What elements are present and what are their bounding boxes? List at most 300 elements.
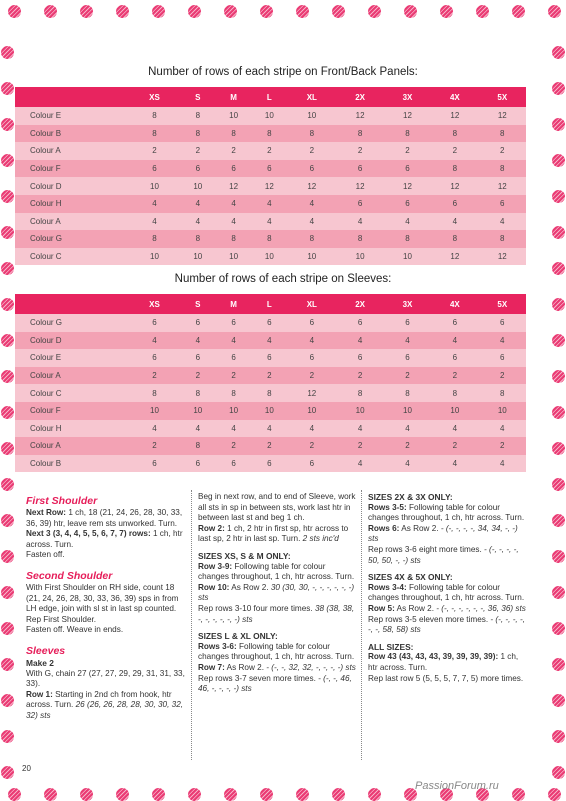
instructions-column-3 bbox=[368, 492, 528, 684]
row-count-cell: 8 bbox=[180, 437, 216, 455]
page-number: 20 bbox=[22, 764, 31, 773]
yarn-ball-icon bbox=[296, 5, 309, 18]
table-row bbox=[15, 349, 526, 367]
header-cell-size: XL bbox=[287, 294, 336, 314]
yarn-ball-icon bbox=[552, 550, 565, 563]
row-count-cell: 2 bbox=[251, 437, 287, 455]
instruction-text: Rep rows 3-7 seven more times. bbox=[198, 673, 316, 683]
row-count-cell: 10 bbox=[384, 248, 431, 266]
instruction-text: 1 ch, htr across. Turn. bbox=[368, 652, 519, 672]
header-cell-size: M bbox=[216, 87, 252, 107]
yarn-ball-icon bbox=[552, 622, 565, 635]
sizes-heading: SIZES XS, S & M ONLY: bbox=[198, 550, 291, 561]
sleeves-stripe-table bbox=[15, 294, 526, 472]
instruction-text: Rep rows 3-10 four more times. bbox=[198, 603, 313, 613]
row-count-cell: 6 bbox=[129, 455, 180, 473]
row-count-cell: 4 bbox=[180, 332, 216, 350]
row-count-cell: 4 bbox=[336, 213, 383, 231]
yarn-ball-icon bbox=[552, 334, 565, 347]
row-count-cell: 6 bbox=[287, 160, 336, 178]
instruction-text: Following table for colour changes throughout, 1 ch, htr across. Turn. bbox=[368, 502, 525, 523]
instructions-column-1 bbox=[26, 492, 188, 722]
row-count-cell: 2 bbox=[431, 437, 478, 455]
row-count-cell: 2 bbox=[431, 367, 478, 385]
yarn-ball-icon bbox=[260, 788, 273, 801]
instruction-text: Fasten off. Weave in ends. bbox=[26, 625, 124, 635]
table-row bbox=[15, 107, 526, 125]
instruction-text: As Row 2. bbox=[226, 662, 264, 672]
yarn-ball-icon bbox=[260, 5, 273, 18]
stitch-count: - (-, -, 32, 32, -, -, -, -) sts bbox=[266, 662, 356, 672]
row-count-cell: 8 bbox=[251, 384, 287, 402]
row-label: Row 2: bbox=[198, 523, 225, 533]
colour-label-cell: Colour D bbox=[15, 177, 129, 195]
sleeves-heading: Sleeves bbox=[26, 644, 66, 657]
table-row bbox=[15, 177, 526, 195]
yarn-ball-icon bbox=[552, 298, 565, 311]
header-cell-size: 2X bbox=[336, 87, 383, 107]
row-count-cell: 10 bbox=[479, 402, 526, 420]
row-label: Next 3 (3, 4, 4, 5, 5, 6, 7, 7) rows: bbox=[26, 529, 151, 539]
row-count-cell: 10 bbox=[287, 402, 336, 420]
row-count-cell: 6 bbox=[180, 160, 216, 178]
instruction-text: Following table for colour changes throughout, 1 ch, htr across. Turn. bbox=[368, 582, 525, 603]
front-back-table-title: Number of rows of each stripe on Front/Back Panels: bbox=[148, 66, 418, 78]
row-count-cell: 6 bbox=[384, 160, 431, 178]
row-count-cell: 2 bbox=[129, 437, 180, 455]
yarn-ball-icon bbox=[1, 658, 14, 671]
header-cell-size: 4X bbox=[431, 87, 478, 107]
sizes-heading: ALL SIZES: bbox=[368, 641, 414, 652]
row-count-cell: 12 bbox=[251, 177, 287, 195]
table-row bbox=[15, 455, 526, 473]
header-cell-size: L bbox=[251, 87, 287, 107]
row-count-cell: 6 bbox=[431, 195, 478, 213]
row-count-cell: 10 bbox=[129, 402, 180, 420]
row-count-cell: 8 bbox=[251, 125, 287, 143]
row-count-cell: 6 bbox=[287, 455, 336, 473]
colour-label-cell: Colour F bbox=[15, 402, 129, 420]
row-count-cell: 4 bbox=[431, 332, 478, 350]
row-count-cell: 8 bbox=[336, 230, 383, 248]
yarn-ball-icon bbox=[1, 514, 14, 527]
front-back-stripe-table bbox=[15, 87, 526, 265]
row-label: Rows 6: bbox=[368, 523, 400, 533]
yarn-ball-icon bbox=[1, 550, 14, 563]
row-count-cell: 8 bbox=[180, 107, 216, 125]
row-count-cell: 4 bbox=[129, 420, 180, 438]
row-count-cell: 2 bbox=[384, 437, 431, 455]
row-count-cell: 12 bbox=[384, 107, 431, 125]
row-count-cell: 8 bbox=[216, 125, 252, 143]
instruction-text: Following table for colour changes throughout, 1 ch, htr across. Turn. bbox=[198, 641, 355, 662]
row-count-cell: 4 bbox=[251, 332, 287, 350]
row-count-cell: 4 bbox=[479, 213, 526, 231]
instruction-text: With First Shoulder on RH side, count 18 (21, 24, 26, 28, 30, 33, 36, 39) sps in from LH edge, join with sl st in last sp counted. bbox=[26, 582, 179, 614]
yarn-ball-icon bbox=[80, 788, 93, 801]
header-cell-size: 2X bbox=[336, 294, 383, 314]
row-count-cell: 12 bbox=[287, 177, 336, 195]
row-count-cell: 2 bbox=[336, 142, 383, 160]
instruction-text: Rep last row 5 (5, 5, 5, 7, 7, 5) more times. bbox=[368, 673, 524, 683]
row-count-cell: 2 bbox=[479, 437, 526, 455]
yarn-ball-icon bbox=[552, 82, 565, 95]
stitch-count: 38 (38, 38, -, -, -, -, -, -) sts bbox=[198, 603, 355, 624]
yarn-ball-icon bbox=[1, 298, 14, 311]
row-count-cell: 10 bbox=[180, 177, 216, 195]
yarn-ball-icon bbox=[552, 730, 565, 743]
yarn-ball-icon bbox=[224, 5, 237, 18]
sizes-heading: SIZES 2X & 3X ONLY: bbox=[368, 492, 453, 502]
row-label: Row 5: bbox=[368, 603, 395, 613]
yarn-ball-icon bbox=[1, 118, 14, 131]
yarn-ball-icon bbox=[552, 442, 565, 455]
second-shoulder-heading: Second Shoulder bbox=[26, 569, 113, 582]
yarn-ball-icon bbox=[368, 788, 381, 801]
yarn-ball-icon bbox=[152, 5, 165, 18]
instruction-text: As Row 2. bbox=[401, 523, 439, 533]
stitch-count: 26 (26, 26, 28, 28, 30, 30, 32, 32) sts bbox=[26, 700, 184, 720]
yarn-ball-icon bbox=[512, 5, 525, 18]
yarn-ball-icon bbox=[224, 788, 237, 801]
row-label: Row 43 (43, 43, 43, 39, 39, 39, 39): bbox=[368, 652, 499, 662]
row-count-cell: 2 bbox=[336, 437, 383, 455]
header-cell-size: 3X bbox=[384, 294, 431, 314]
row-count-cell: 4 bbox=[384, 455, 431, 473]
stitch-count: - (-, -, 46, 46, -, -, -, -) sts bbox=[198, 673, 352, 694]
row-count-cell: 2 bbox=[479, 367, 526, 385]
row-count-cell: 2 bbox=[251, 367, 287, 385]
row-count-cell: 4 bbox=[216, 213, 252, 231]
row-count-cell: 2 bbox=[336, 367, 383, 385]
header-cell-size: S bbox=[180, 87, 216, 107]
row-count-cell: 4 bbox=[129, 332, 180, 350]
row-count-cell: 6 bbox=[479, 195, 526, 213]
row-count-cell: 6 bbox=[384, 314, 431, 332]
row-count-cell: 12 bbox=[431, 248, 478, 266]
row-count-cell: 4 bbox=[336, 455, 383, 473]
row-count-cell: 12 bbox=[384, 177, 431, 195]
row-count-cell: 2 bbox=[287, 142, 336, 160]
column-divider bbox=[191, 490, 192, 760]
instruction-text: As Row 2. bbox=[396, 603, 434, 613]
row-count-cell: 4 bbox=[216, 420, 252, 438]
row-label: Next Row: bbox=[26, 508, 67, 517]
yarn-ball-icon bbox=[1, 478, 14, 491]
row-count-cell: 8 bbox=[384, 230, 431, 248]
header-cell-size: 5X bbox=[479, 87, 526, 107]
yarn-ball-icon bbox=[188, 788, 201, 801]
yarn-ball-icon bbox=[552, 658, 565, 671]
header-cell-blank bbox=[15, 294, 129, 314]
row-count-cell: 8 bbox=[287, 230, 336, 248]
row-count-cell: 6 bbox=[479, 314, 526, 332]
yarn-ball-icon bbox=[8, 5, 21, 18]
yarn-ball-icon bbox=[552, 766, 565, 779]
colour-label-cell: Colour A bbox=[15, 213, 129, 231]
row-label: Rows 3-5: bbox=[368, 502, 407, 512]
row-count-cell: 2 bbox=[384, 142, 431, 160]
colour-label-cell: Colour H bbox=[15, 420, 129, 438]
colour-label-cell: Colour A bbox=[15, 142, 129, 160]
yarn-ball-icon bbox=[1, 226, 14, 239]
row-count-cell: 6 bbox=[129, 314, 180, 332]
table-row bbox=[15, 367, 526, 385]
row-count-cell: 10 bbox=[180, 402, 216, 420]
yarn-ball-icon bbox=[552, 46, 565, 59]
row-count-cell: 6 bbox=[336, 195, 383, 213]
sizes-heading: SIZES 4X & 5X ONLY: bbox=[368, 572, 453, 583]
row-count-cell: 4 bbox=[129, 213, 180, 231]
instruction-text: Beg in next row, and to end of Sleeve, work all sts in sp in between sts, work last htr in between last st and beg 1 ch. bbox=[198, 492, 356, 523]
row-count-cell: 8 bbox=[287, 125, 336, 143]
row-count-cell: 10 bbox=[336, 248, 383, 266]
row-count-cell: 2 bbox=[479, 142, 526, 160]
header-cell-size: L bbox=[251, 294, 287, 314]
row-label: Row 1: bbox=[26, 689, 53, 699]
stitch-count: - (-, -, -, -, 50, 50, -, -) sts bbox=[368, 544, 519, 565]
row-label: Row 3-9: bbox=[198, 561, 233, 571]
row-count-cell: 6 bbox=[251, 455, 287, 473]
table-row bbox=[15, 125, 526, 143]
row-count-cell: 6 bbox=[129, 160, 180, 178]
row-count-cell: 8 bbox=[479, 230, 526, 248]
colour-label-cell: Colour A bbox=[15, 367, 129, 385]
header-cell-size: 4X bbox=[431, 294, 478, 314]
table-row bbox=[15, 248, 526, 266]
row-count-cell: 10 bbox=[216, 402, 252, 420]
row-count-cell: 8 bbox=[251, 230, 287, 248]
yarn-ball-icon bbox=[1, 730, 14, 743]
row-count-cell: 10 bbox=[180, 248, 216, 266]
yarn-ball-icon bbox=[512, 788, 525, 801]
row-count-cell: 8 bbox=[336, 125, 383, 143]
yarn-ball-icon bbox=[552, 406, 565, 419]
row-count-cell: 6 bbox=[336, 349, 383, 367]
row-count-cell: 6 bbox=[384, 349, 431, 367]
instruction-text: As Row 2. bbox=[231, 582, 269, 592]
row-count-cell: 2 bbox=[287, 437, 336, 455]
row-count-cell: 8 bbox=[180, 230, 216, 248]
row-count-cell: 10 bbox=[129, 177, 180, 195]
yarn-ball-icon bbox=[548, 788, 561, 801]
yarn-ball-icon bbox=[44, 788, 57, 801]
table-row bbox=[15, 142, 526, 160]
row-count-cell: 12 bbox=[479, 107, 526, 125]
colour-label-cell: Colour H bbox=[15, 195, 129, 213]
table-row bbox=[15, 384, 526, 402]
colour-label-cell: Colour D bbox=[15, 332, 129, 350]
row-count-cell: 4 bbox=[287, 195, 336, 213]
yarn-ball-icon bbox=[1, 190, 14, 203]
yarn-ball-icon bbox=[1, 370, 14, 383]
row-count-cell: 4 bbox=[216, 332, 252, 350]
row-count-cell: 6 bbox=[336, 314, 383, 332]
yarn-ball-icon bbox=[1, 442, 14, 455]
row-count-cell: 2 bbox=[384, 367, 431, 385]
yarn-ball-icon bbox=[476, 5, 489, 18]
row-count-cell: 2 bbox=[129, 367, 180, 385]
watermark: PassionForum.ru bbox=[415, 780, 499, 792]
row-label: Rows 3-4: bbox=[368, 582, 407, 592]
row-count-cell: 8 bbox=[384, 384, 431, 402]
instruction-text: Fasten off. bbox=[26, 550, 65, 560]
table-row bbox=[15, 402, 526, 420]
colour-label-cell: Colour G bbox=[15, 314, 129, 332]
yarn-ball-icon bbox=[440, 5, 453, 18]
yarn-ball-icon bbox=[152, 788, 165, 801]
row-label: Row 10: bbox=[198, 582, 230, 592]
row-count-cell: 10 bbox=[384, 402, 431, 420]
row-count-cell: 4 bbox=[431, 420, 478, 438]
row-count-cell: 4 bbox=[479, 420, 526, 438]
row-count-cell: 4 bbox=[384, 420, 431, 438]
row-count-cell: 6 bbox=[216, 455, 252, 473]
row-count-cell: 8 bbox=[180, 125, 216, 143]
yarn-ball-icon bbox=[1, 694, 14, 707]
row-label: Row 7: bbox=[198, 662, 225, 672]
row-count-cell: 2 bbox=[216, 142, 252, 160]
yarn-ball-icon bbox=[404, 5, 417, 18]
row-count-cell: 6 bbox=[431, 349, 478, 367]
row-count-cell: 2 bbox=[180, 142, 216, 160]
yarn-ball-icon bbox=[552, 478, 565, 491]
row-count-cell: 12 bbox=[431, 177, 478, 195]
table-row bbox=[15, 160, 526, 178]
row-count-cell: 4 bbox=[251, 195, 287, 213]
row-count-cell: 8 bbox=[129, 384, 180, 402]
row-count-cell: 2 bbox=[129, 142, 180, 160]
stitch-count: 2 sts inc'd bbox=[302, 534, 339, 544]
colour-label-cell: Colour F bbox=[15, 160, 129, 178]
row-count-cell: 4 bbox=[336, 332, 383, 350]
row-count-cell: 6 bbox=[384, 195, 431, 213]
yarn-ball-icon bbox=[552, 586, 565, 599]
table-row bbox=[15, 195, 526, 213]
row-count-cell: 8 bbox=[129, 230, 180, 248]
row-count-cell: 4 bbox=[287, 420, 336, 438]
row-count-cell: 4 bbox=[129, 195, 180, 213]
yarn-ball-icon bbox=[552, 514, 565, 527]
row-count-cell: 10 bbox=[251, 107, 287, 125]
row-count-cell: 10 bbox=[287, 107, 336, 125]
row-count-cell: 8 bbox=[479, 160, 526, 178]
row-count-cell: 6 bbox=[251, 160, 287, 178]
colour-label-cell: Colour B bbox=[15, 455, 129, 473]
row-count-cell: 10 bbox=[129, 248, 180, 266]
row-count-cell: 8 bbox=[431, 160, 478, 178]
row-count-cell: 6 bbox=[180, 314, 216, 332]
yarn-ball-icon bbox=[1, 82, 14, 95]
row-count-cell: 8 bbox=[336, 384, 383, 402]
header-cell-blank bbox=[15, 87, 129, 107]
row-count-cell: 12 bbox=[431, 107, 478, 125]
yarn-ball-icon bbox=[116, 788, 129, 801]
table-row bbox=[15, 332, 526, 350]
stitch-count: - (-, -, -, -, 34, 34, -, -) sts bbox=[368, 523, 518, 544]
row-count-cell: 4 bbox=[431, 455, 478, 473]
row-count-cell: 4 bbox=[287, 213, 336, 231]
row-count-cell: 8 bbox=[431, 230, 478, 248]
row-count-cell: 12 bbox=[216, 177, 252, 195]
yarn-ball-icon bbox=[552, 370, 565, 383]
row-count-cell: 8 bbox=[479, 384, 526, 402]
row-count-cell: 4 bbox=[287, 332, 336, 350]
colour-label-cell: Colour B bbox=[15, 125, 129, 143]
header-cell-size: XL bbox=[287, 87, 336, 107]
column-divider bbox=[361, 490, 362, 760]
instruction-text: Rep rows 3-6 eight more times. bbox=[368, 544, 482, 554]
row-count-cell: 4 bbox=[180, 195, 216, 213]
row-count-cell: 2 bbox=[216, 437, 252, 455]
row-count-cell: 10 bbox=[431, 402, 478, 420]
row-count-cell: 12 bbox=[336, 107, 383, 125]
instructions-column-2 bbox=[198, 492, 358, 695]
row-count-cell: 8 bbox=[180, 384, 216, 402]
row-count-cell: 8 bbox=[431, 384, 478, 402]
row-count-cell: 2 bbox=[431, 142, 478, 160]
header-cell-size: 3X bbox=[384, 87, 431, 107]
row-count-cell: 8 bbox=[431, 125, 478, 143]
yarn-ball-icon bbox=[552, 190, 565, 203]
row-count-cell: 6 bbox=[129, 349, 180, 367]
row-count-cell: 12 bbox=[336, 177, 383, 195]
row-count-cell: 6 bbox=[216, 314, 252, 332]
row-count-cell: 8 bbox=[129, 125, 180, 143]
row-count-cell: 8 bbox=[479, 125, 526, 143]
instruction-text: With G, chain 27 (27, 27, 29, 29, 31, 31, 33, 33). bbox=[26, 668, 185, 689]
row-count-cell: 10 bbox=[287, 248, 336, 266]
colour-label-cell: Colour G bbox=[15, 230, 129, 248]
row-count-cell: 6 bbox=[287, 314, 336, 332]
row-count-cell: 2 bbox=[251, 142, 287, 160]
table-row bbox=[15, 437, 526, 455]
header-cell-size: 5X bbox=[479, 294, 526, 314]
yarn-ball-icon bbox=[332, 788, 345, 801]
row-count-cell: 2 bbox=[216, 367, 252, 385]
instruction-text: Rep First Shoulder. bbox=[26, 614, 97, 624]
header-cell-size: XS bbox=[129, 294, 180, 314]
yarn-ball-icon bbox=[548, 5, 561, 18]
row-count-cell: 10 bbox=[336, 402, 383, 420]
row-count-cell: 6 bbox=[431, 314, 478, 332]
row-count-cell: 6 bbox=[287, 349, 336, 367]
row-count-cell: 6 bbox=[216, 349, 252, 367]
table-row bbox=[15, 420, 526, 438]
row-label: Rows 3-6: bbox=[198, 641, 237, 651]
instruction-text: Rep rows 3-5 eleven more times. bbox=[368, 614, 489, 624]
yarn-ball-icon bbox=[552, 694, 565, 707]
row-count-cell: 4 bbox=[479, 332, 526, 350]
instruction-text: Following table for colour changes throughout, 1 ch, htr across. Turn. bbox=[198, 561, 355, 582]
row-count-cell: 8 bbox=[129, 107, 180, 125]
colour-label-cell: Colour E bbox=[15, 349, 129, 367]
row-count-cell: 6 bbox=[216, 160, 252, 178]
yarn-ball-icon bbox=[80, 5, 93, 18]
colour-label-cell: Colour A bbox=[15, 437, 129, 455]
yarn-ball-icon bbox=[1, 154, 14, 167]
row-count-cell: 4 bbox=[336, 420, 383, 438]
first-shoulder-heading: First Shoulder bbox=[26, 495, 98, 507]
row-count-cell: 6 bbox=[479, 349, 526, 367]
yarn-ball-icon bbox=[44, 5, 57, 18]
colour-label-cell: Colour E bbox=[15, 107, 129, 125]
header-cell-size: M bbox=[216, 294, 252, 314]
colour-label-cell: Colour C bbox=[15, 248, 129, 266]
row-count-cell: 6 bbox=[251, 314, 287, 332]
yarn-ball-icon bbox=[1, 766, 14, 779]
row-count-cell: 6 bbox=[336, 160, 383, 178]
